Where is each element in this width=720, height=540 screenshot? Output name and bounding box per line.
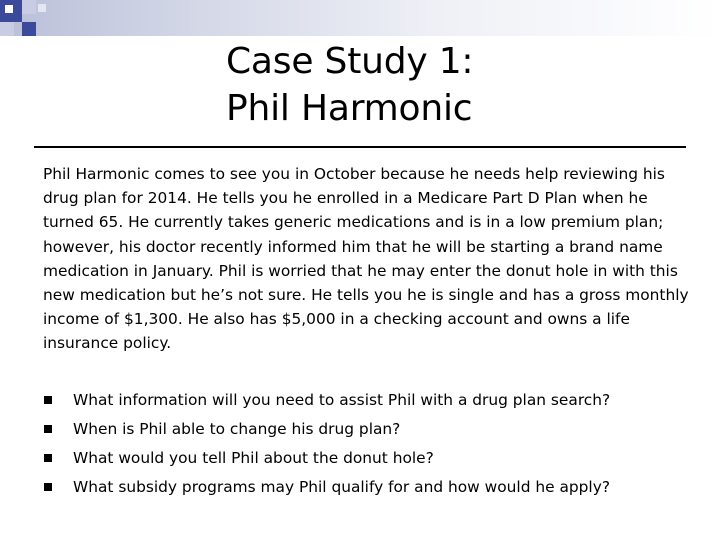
list-item xyxy=(43,473,693,502)
case-description: Phil Harmonic comes to see you in October because he needs help reviewing his drug plan for 2014. He tells you he enrolled in a Medicare Part D Plan when he turned 65. He currently takes generic medications and is in a low premium plan; however, his doctor recently informed him that he will be starting a brand name medication in January. Phil is worried that he may enter the donut hole in with this new medication but he’s not sure. He tells you he is single and has a gross monthly income of $1,300. He also has $5,000 in a checking account and owns a life insurance policy. xyxy=(43,165,689,353)
list-item xyxy=(43,444,693,473)
question-text: What subsidy programs may Phil qualify for and how would he apply? xyxy=(73,478,610,496)
list-item xyxy=(43,415,693,444)
corner-square-dark xyxy=(22,22,36,36)
square-bullet-icon xyxy=(44,454,52,462)
question-text: When is Phil able to change his drug plan? xyxy=(73,420,401,438)
slide-title xyxy=(226,38,706,132)
corner-square-white xyxy=(38,4,46,12)
header-gradient-band xyxy=(0,0,720,36)
square-bullet-icon xyxy=(44,425,52,433)
question-text: What information will you need to assist Phil with a drug plan search? xyxy=(73,391,611,409)
question-list xyxy=(43,386,693,502)
corner-square-light xyxy=(0,22,14,36)
corner-square-white xyxy=(5,5,13,13)
square-bullet-icon xyxy=(44,396,52,404)
corner-decoration xyxy=(0,0,56,44)
list-item xyxy=(43,386,693,415)
question-text: What would you tell Phil about the donut hole? xyxy=(73,449,434,467)
square-bullet-icon xyxy=(44,483,52,491)
corner-square-light xyxy=(22,0,36,14)
slide-title-line2: Phil Harmonic xyxy=(226,88,473,129)
slide-title-line1: Case Study 1: xyxy=(226,41,474,82)
title-underline xyxy=(34,146,686,148)
